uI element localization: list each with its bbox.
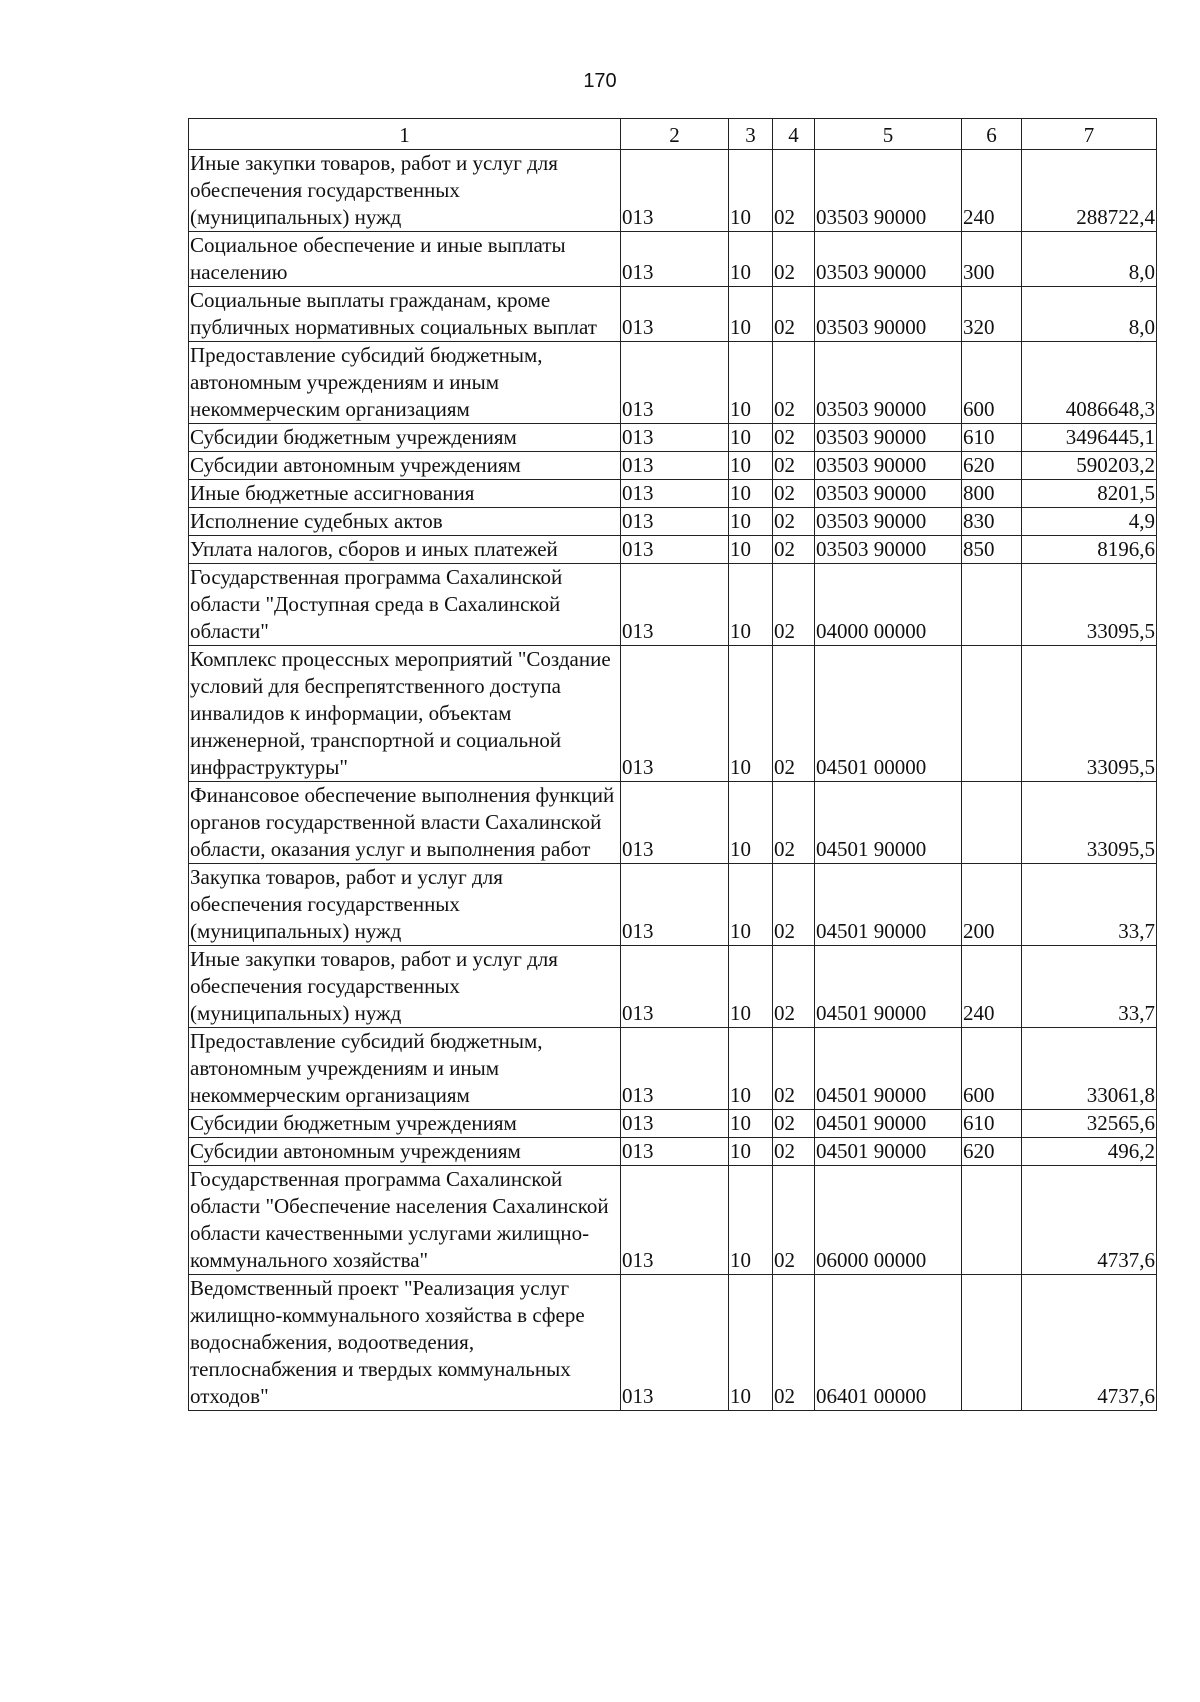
row-name-cell: Социальные выплаты гражданам, кроме публичных нормативных социальных выплат xyxy=(189,287,621,342)
row-c4-cell: 02 xyxy=(773,564,815,646)
row-c3-cell: 10 xyxy=(729,480,773,508)
row-c5-cell: 03503 90000 xyxy=(815,232,962,287)
table-row xyxy=(189,232,1157,287)
row-name-cell: Государственная программа Сахалинской области "Обеспечение населения Сахалинской области качественными услугами жилищно-коммунального хозяйства" xyxy=(189,1166,621,1275)
row-c2-cell: 013 xyxy=(621,782,729,864)
row-name-cell: Финансовое обеспечение выполнения функций органов государственной власти Сахалинской области, оказания услуг и выполнения работ xyxy=(189,782,621,864)
row-c7-cell: 33095,5 xyxy=(1022,782,1157,864)
row-c4-cell: 02 xyxy=(773,342,815,424)
table-row xyxy=(189,150,1157,232)
row-c5-cell: 04501 90000 xyxy=(815,782,962,864)
row-c6-cell: 320 xyxy=(962,287,1022,342)
row-c5-cell: 04501 00000 xyxy=(815,646,962,782)
row-c6-cell: 300 xyxy=(962,232,1022,287)
row-name-cell: Социальное обеспечение и иные выплаты населению xyxy=(189,232,621,287)
row-c6-cell: 620 xyxy=(962,452,1022,480)
row-c5-cell: 03503 90000 xyxy=(815,480,962,508)
row-c5-cell: 03503 90000 xyxy=(815,424,962,452)
row-c5-cell: 06401 00000 xyxy=(815,1275,962,1411)
table-row xyxy=(189,564,1157,646)
row-c3-cell: 10 xyxy=(729,564,773,646)
table-row xyxy=(189,1275,1157,1411)
row-c4-cell: 02 xyxy=(773,1138,815,1166)
table-row xyxy=(189,646,1157,782)
row-c6-cell: 620 xyxy=(962,1138,1022,1166)
row-name-cell: Иные закупки товаров, работ и услуг для обеспечения государственных (муниципальных) нужд xyxy=(189,946,621,1028)
row-c5-cell: 03503 90000 xyxy=(815,342,962,424)
row-c4-cell: 02 xyxy=(773,508,815,536)
row-c6-cell: 240 xyxy=(962,946,1022,1028)
row-c4-cell: 02 xyxy=(773,232,815,287)
row-c7-cell: 8196,6 xyxy=(1022,536,1157,564)
row-c5-cell: 04000 00000 xyxy=(815,564,962,646)
row-c2-cell: 013 xyxy=(621,232,729,287)
row-name-cell: Субсидии бюджетным учреждениям xyxy=(189,424,621,452)
table-row xyxy=(189,452,1157,480)
row-c7-cell: 496,2 xyxy=(1022,1138,1157,1166)
row-c2-cell: 013 xyxy=(621,150,729,232)
row-c3-cell: 10 xyxy=(729,1275,773,1411)
row-c2-cell: 013 xyxy=(621,646,729,782)
row-c2-cell: 013 xyxy=(621,287,729,342)
column-header: 6 xyxy=(962,119,1022,150)
row-name-cell: Государственная программа Сахалинской области "Доступная среда в Сахалинской области" xyxy=(189,564,621,646)
row-c5-cell: 04501 90000 xyxy=(815,946,962,1028)
row-c5-cell: 03503 90000 xyxy=(815,287,962,342)
row-c2-cell: 013 xyxy=(621,480,729,508)
row-c4-cell: 02 xyxy=(773,946,815,1028)
row-c3-cell: 10 xyxy=(729,287,773,342)
row-name-cell: Закупка товаров, работ и услуг для обеспечения государственных (муниципальных) нужд xyxy=(189,864,621,946)
row-c3-cell: 10 xyxy=(729,1028,773,1110)
row-c3-cell: 10 xyxy=(729,1138,773,1166)
table-row xyxy=(189,480,1157,508)
column-header: 2 xyxy=(621,119,729,150)
table-row xyxy=(189,508,1157,536)
table-row xyxy=(189,287,1157,342)
row-c7-cell: 8,0 xyxy=(1022,287,1157,342)
row-c6-cell xyxy=(962,646,1022,782)
row-c6-cell: 600 xyxy=(962,342,1022,424)
row-name-cell: Иные закупки товаров, работ и услуг для обеспечения государственных (муниципальных) нужд xyxy=(189,150,621,232)
row-name-cell: Ведомственный проект "Реализация услуг жилищно-коммунального хозяйства в сфере водоснабжения, водоотведения, теплоснабжения и твердых коммунальных отходов" xyxy=(189,1275,621,1411)
row-c6-cell: 610 xyxy=(962,1110,1022,1138)
row-c6-cell xyxy=(962,1166,1022,1275)
table-row xyxy=(189,946,1157,1028)
row-c3-cell: 10 xyxy=(729,452,773,480)
row-c4-cell: 02 xyxy=(773,452,815,480)
row-c3-cell: 10 xyxy=(729,536,773,564)
row-c3-cell: 10 xyxy=(729,342,773,424)
row-c7-cell: 33061,8 xyxy=(1022,1028,1157,1110)
row-c5-cell: 04501 90000 xyxy=(815,1138,962,1166)
row-c2-cell: 013 xyxy=(621,508,729,536)
row-c4-cell: 02 xyxy=(773,864,815,946)
row-c5-cell: 03503 90000 xyxy=(815,536,962,564)
row-c4-cell: 02 xyxy=(773,1028,815,1110)
row-c3-cell: 10 xyxy=(729,232,773,287)
row-c7-cell: 33095,5 xyxy=(1022,564,1157,646)
row-c7-cell: 33,7 xyxy=(1022,864,1157,946)
row-name-cell: Предоставление субсидий бюджетным, автономным учреждениям и иным некоммерческим организациям xyxy=(189,1028,621,1110)
table-row xyxy=(189,424,1157,452)
row-c6-cell: 600 xyxy=(962,1028,1022,1110)
column-header: 3 xyxy=(729,119,773,150)
row-c2-cell: 013 xyxy=(621,424,729,452)
column-header: 5 xyxy=(815,119,962,150)
row-name-cell: Комплекс процессных мероприятий "Создание условий для беспрепятственного доступа инвалидов к информации, объектам инженерной, транспортной и социальной инфраструктуры" xyxy=(189,646,621,782)
row-c3-cell: 10 xyxy=(729,1110,773,1138)
row-c4-cell: 02 xyxy=(773,287,815,342)
row-c7-cell: 590203,2 xyxy=(1022,452,1157,480)
row-c4-cell: 02 xyxy=(773,1275,815,1411)
row-c4-cell: 02 xyxy=(773,1110,815,1138)
row-c4-cell: 02 xyxy=(773,424,815,452)
row-c2-cell: 013 xyxy=(621,1275,729,1411)
row-c7-cell: 4737,6 xyxy=(1022,1166,1157,1275)
table-row xyxy=(189,1138,1157,1166)
row-c2-cell: 013 xyxy=(621,946,729,1028)
row-c6-cell xyxy=(962,782,1022,864)
row-c6-cell: 610 xyxy=(962,424,1022,452)
row-name-cell: Уплата налогов, сборов и иных платежей xyxy=(189,536,621,564)
page-number: 170 xyxy=(583,70,617,92)
row-c2-cell: 013 xyxy=(621,1138,729,1166)
row-c2-cell: 013 xyxy=(621,864,729,946)
row-c3-cell: 10 xyxy=(729,150,773,232)
row-c4-cell: 02 xyxy=(773,1166,815,1275)
row-c2-cell: 013 xyxy=(621,536,729,564)
row-c3-cell: 10 xyxy=(729,782,773,864)
row-c5-cell: 03503 90000 xyxy=(815,150,962,232)
row-c4-cell: 02 xyxy=(773,646,815,782)
column-header: 1 xyxy=(189,119,621,150)
row-c2-cell: 013 xyxy=(621,452,729,480)
row-c5-cell: 06000 00000 xyxy=(815,1166,962,1275)
row-c7-cell: 288722,4 xyxy=(1022,150,1157,232)
table-row xyxy=(189,1110,1157,1138)
row-c6-cell: 200 xyxy=(962,864,1022,946)
column-header: 4 xyxy=(773,119,815,150)
row-name-cell: Исполнение судебных актов xyxy=(189,508,621,536)
row-c2-cell: 013 xyxy=(621,1028,729,1110)
table-row xyxy=(189,342,1157,424)
row-c6-cell xyxy=(962,1275,1022,1411)
row-c3-cell: 10 xyxy=(729,946,773,1028)
row-c3-cell: 10 xyxy=(729,646,773,782)
row-c7-cell: 8,0 xyxy=(1022,232,1157,287)
row-c5-cell: 04501 90000 xyxy=(815,1110,962,1138)
table-row xyxy=(189,782,1157,864)
row-c7-cell: 8201,5 xyxy=(1022,480,1157,508)
table-row xyxy=(189,1028,1157,1110)
table-row xyxy=(189,1166,1157,1275)
row-name-cell: Иные бюджетные ассигнования xyxy=(189,480,621,508)
row-c2-cell: 013 xyxy=(621,1110,729,1138)
row-c6-cell: 830 xyxy=(962,508,1022,536)
row-name-cell: Субсидии бюджетным учреждениям xyxy=(189,1110,621,1138)
row-name-cell: Субсидии автономным учреждениям xyxy=(189,452,621,480)
row-c4-cell: 02 xyxy=(773,480,815,508)
row-c2-cell: 013 xyxy=(621,1166,729,1275)
row-c5-cell: 03503 90000 xyxy=(815,452,962,480)
row-c6-cell: 800 xyxy=(962,480,1022,508)
row-c3-cell: 10 xyxy=(729,508,773,536)
table-row xyxy=(189,864,1157,946)
row-name-cell: Предоставление субсидий бюджетным, автономным учреждениям и иным некоммерческим организациям xyxy=(189,342,621,424)
row-c5-cell: 04501 90000 xyxy=(815,1028,962,1110)
row-c7-cell: 4086648,3 xyxy=(1022,342,1157,424)
row-name-cell: Субсидии автономным учреждениям xyxy=(189,1138,621,1166)
row-c7-cell: 32565,6 xyxy=(1022,1110,1157,1138)
row-c6-cell xyxy=(962,564,1022,646)
row-c3-cell: 10 xyxy=(729,1166,773,1275)
row-c7-cell: 4,9 xyxy=(1022,508,1157,536)
column-header: 7 xyxy=(1022,119,1157,150)
row-c5-cell: 04501 90000 xyxy=(815,864,962,946)
row-c3-cell: 10 xyxy=(729,864,773,946)
row-c5-cell: 03503 90000 xyxy=(815,508,962,536)
row-c3-cell: 10 xyxy=(729,424,773,452)
table-body xyxy=(189,150,1157,1411)
row-c4-cell: 02 xyxy=(773,536,815,564)
row-c2-cell: 013 xyxy=(621,564,729,646)
table-row xyxy=(189,536,1157,564)
row-c6-cell: 850 xyxy=(962,536,1022,564)
row-c7-cell: 33,7 xyxy=(1022,946,1157,1028)
row-c2-cell: 013 xyxy=(621,342,729,424)
row-c7-cell: 3496445,1 xyxy=(1022,424,1157,452)
row-c7-cell: 4737,6 xyxy=(1022,1275,1157,1411)
row-c4-cell: 02 xyxy=(773,150,815,232)
row-c6-cell: 240 xyxy=(962,150,1022,232)
budget-table xyxy=(188,118,1157,1411)
row-c4-cell: 02 xyxy=(773,782,815,864)
row-c7-cell: 33095,5 xyxy=(1022,646,1157,782)
header-row xyxy=(189,119,1157,150)
